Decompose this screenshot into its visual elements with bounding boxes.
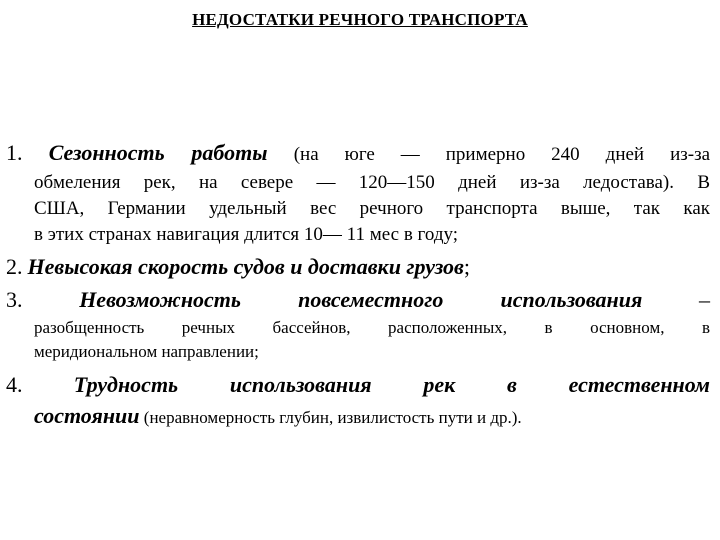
list-item-body-line: меридиональном направлении; [34,342,259,361]
list-item-keyword-continued: состоянии [34,403,140,428]
list-item-heading [6,138,710,170]
list-item-body-line: обмеления рек, на севере — 120—150 дней из-за ледостава). В [34,172,710,193]
page-title: НЕДОСТАТКИ РЕЧНОГО ТРАНСПОРТА [192,10,528,29]
list-item-seasonality [6,138,710,248]
list-item-body-line: США, Германии удельный вес речного транспорта выше, так как [34,198,710,219]
list-item-heading [6,252,710,283]
list-item-body [34,170,710,248]
list-item-natural-state [6,370,710,433]
list-item-number: 3. [6,287,23,312]
list-item-keyword: Невозможность повсеместного использования [79,287,643,312]
list-item-heading-text: (на юге — примерно 240 дней из-за [293,144,711,165]
list-item-keyword: Невысокая скорость судов и доставки грузов [27,254,464,279]
list-item-keyword: Сезонность работы [48,140,268,165]
list-item-dash: – [699,287,711,312]
list-item-number: 4. [6,372,23,397]
list-item-low-speed [6,252,710,283]
list-item-body [34,401,710,433]
list-item-heading [6,285,710,316]
list-item-limited-use [6,285,710,364]
list-item-punctuation: ; [463,254,470,279]
list-item-heading [6,370,710,401]
list-item-body [34,316,710,364]
drawbacks-list [6,138,710,433]
list-item-body-line: разобщенность речных бассейнов, расположенных, в основном, в [34,318,710,337]
list-item-number: 1. [6,140,23,165]
list-item-keyword: Трудность использования рек в естественном [73,372,711,397]
list-item-body-line: в этих странах навигация длится 10— 11 мес в году; [34,224,459,245]
list-item-number: 2. [6,254,23,279]
list-item-body-text: (неравномерность глубин, извилистость пути и др.). [143,408,522,427]
